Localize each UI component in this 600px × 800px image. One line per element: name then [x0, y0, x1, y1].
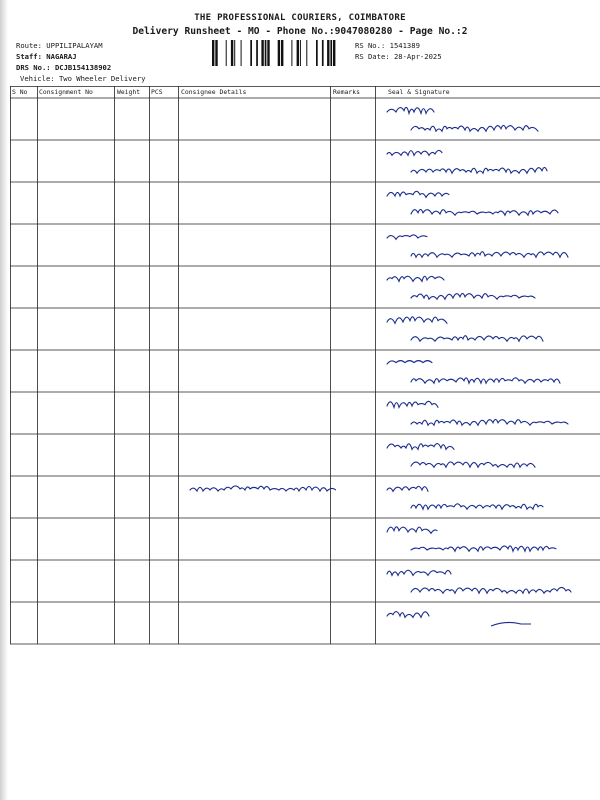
barcode-bar	[261, 40, 263, 66]
signature-stroke	[411, 125, 538, 131]
signature-stroke	[411, 293, 535, 299]
barcode-bar	[241, 40, 242, 66]
signature-stroke	[387, 527, 437, 534]
handwritten-signature	[381, 350, 600, 392]
signature-stroke	[411, 504, 543, 509]
signature-stroke	[387, 570, 451, 575]
barcode-bar	[281, 40, 283, 66]
barcode-bar	[250, 40, 252, 66]
signature-stroke	[411, 378, 560, 383]
signature-stroke	[387, 401, 438, 407]
signature-stroke	[411, 336, 543, 342]
signature-stroke	[411, 462, 535, 467]
company-title: THE PROFESSIONAL COURIERS, COIMBATORE	[194, 13, 406, 23]
signature-stroke	[411, 252, 568, 258]
handwritten-signature	[381, 518, 600, 560]
barcode-bar	[256, 40, 258, 66]
handwritten-signature	[381, 98, 600, 140]
signature-stroke	[387, 612, 429, 618]
barcode-bar	[297, 40, 299, 66]
barcode-bar	[306, 40, 307, 66]
signature-stroke	[190, 486, 336, 491]
runsheet-subtitle: Delivery Runsheet - MO - Phone No.:9047080280 - Page No.:2	[132, 26, 468, 37]
barcode-bar	[234, 40, 235, 66]
barcode-bar	[226, 40, 227, 66]
barcode-bar	[327, 40, 329, 66]
column-header-sno: S No	[12, 88, 28, 96]
runsheet-table	[10, 86, 600, 646]
column-header-consignee: Consignee Details	[181, 88, 247, 96]
handwritten-signature	[381, 602, 600, 644]
barcode-bar	[267, 40, 269, 66]
signature-stroke	[411, 419, 568, 425]
signature-stroke	[387, 191, 449, 197]
handwritten-signature	[381, 140, 600, 182]
signature-stroke	[491, 622, 531, 626]
handwritten-signature	[381, 434, 600, 476]
signature-stroke	[387, 486, 428, 491]
barcode-bar	[333, 40, 335, 66]
staff-label: Staff: NAGARAJ	[16, 52, 77, 61]
drs-number: DRS No.: DCJB154138902	[16, 63, 112, 72]
handwritten-signature	[381, 266, 600, 308]
rs-number: RS No.: 1541389	[355, 41, 420, 50]
rs-date: RS Date: 28-Apr-2025	[355, 52, 442, 61]
barcode-icon	[212, 40, 342, 66]
signature-stroke	[387, 444, 454, 450]
column-header-consignment: Consignment No	[39, 88, 93, 96]
barcode-bar	[215, 40, 217, 66]
barcode-bar	[330, 40, 332, 66]
column-header-pcs: PCS	[151, 88, 163, 96]
signature-stroke	[387, 107, 434, 113]
barcode-bar	[300, 40, 301, 66]
signature-stroke	[411, 209, 558, 215]
column-header-remarks: Remarks	[333, 88, 360, 96]
signature-stroke	[411, 587, 571, 593]
signature-stroke	[387, 361, 432, 364]
handwritten-signature	[381, 560, 600, 602]
vehicle-label: Vehicle: Two Wheeler Delivery	[20, 74, 146, 83]
barcode-bar	[265, 40, 267, 66]
column-header-weight: Weight	[117, 88, 141, 96]
scan-edge-shadow	[0, 0, 8, 800]
handwritten-consignee-name	[186, 478, 336, 498]
handwritten-signature	[381, 476, 600, 518]
route-label: Route: UPPILIPALAYAM	[16, 41, 103, 50]
barcode-bar	[231, 40, 233, 66]
handwritten-signature	[381, 224, 600, 266]
barcode-bar	[291, 40, 292, 66]
signature-stroke	[387, 276, 444, 281]
signature-stroke	[387, 235, 427, 239]
barcode-bar	[322, 40, 324, 66]
handwritten-signature	[381, 182, 600, 224]
barcode-bar	[278, 40, 280, 66]
handwritten-signature	[381, 308, 600, 350]
barcode-bar	[212, 40, 214, 66]
column-header-seal: Seal & Signature	[388, 88, 450, 96]
handwritten-signature	[381, 392, 600, 434]
signature-stroke	[411, 546, 556, 551]
barcode-bar	[316, 40, 318, 66]
signature-stroke	[387, 150, 442, 155]
signature-stroke	[387, 317, 447, 324]
signature-stroke	[411, 167, 547, 173]
